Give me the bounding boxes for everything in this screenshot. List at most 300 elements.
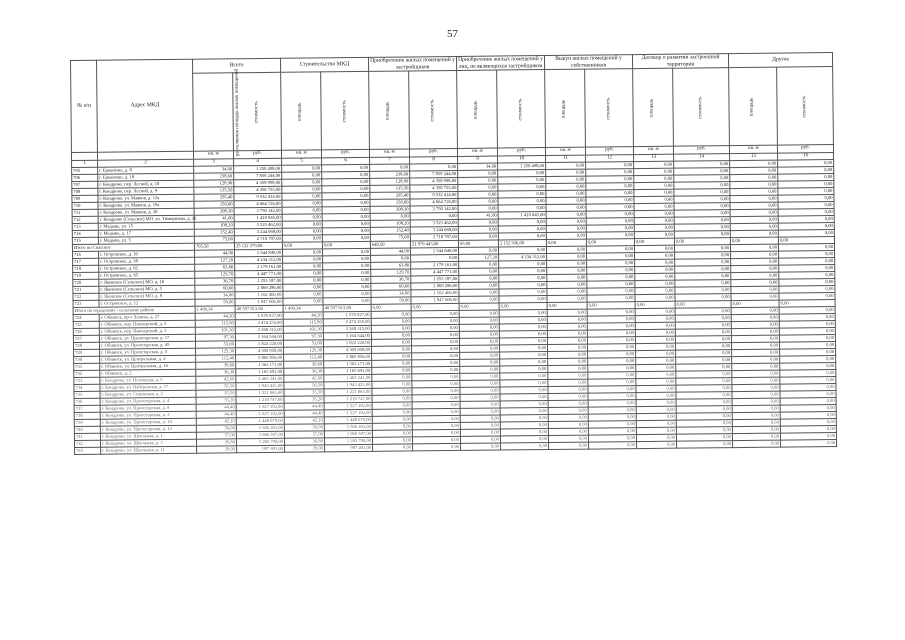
sub-header: стоимость: [497, 70, 546, 148]
address-cell: г. Кондрово, ул. Набережная, д. 17: [100, 383, 196, 391]
table-cell: 65,00: [458, 240, 498, 247]
table-cell: 0,00: [323, 276, 371, 284]
table-cell: 128,90: [194, 180, 234, 187]
table-cell: 1 221 065,00: [236, 389, 284, 397]
table-cell: 0,00: [283, 256, 323, 263]
table-cell: 42,10: [196, 418, 236, 425]
table-cell: 0,00: [322, 234, 370, 242]
table-cell: 0,00: [373, 444, 413, 451]
table-cell: 0,00: [282, 165, 322, 172]
table-cell: 0,00: [778, 195, 834, 203]
row-number-cell: 714: [72, 230, 98, 237]
table-cell: 0,00: [779, 314, 835, 322]
row-number-cell: 727: [73, 335, 99, 342]
table-cell: 0,00: [588, 414, 636, 422]
address-cell: г. Обнинск, ул. Пролетарская, д. 17: [99, 334, 195, 342]
table-cell: 640,50: [370, 241, 410, 248]
table-cell: 0,00: [283, 270, 323, 277]
table-cell: 0,00: [460, 429, 500, 436]
table-cell: 0,00: [322, 171, 370, 179]
table-cell: 97,30: [283, 333, 323, 340]
table-cell: 0,00: [282, 228, 322, 235]
row-number-cell: 709: [72, 195, 98, 202]
table-cell: 0,00: [372, 346, 412, 353]
table-cell: 0,00: [372, 402, 412, 409]
table-cell: 44,40: [196, 404, 236, 411]
table-cell: 57,00: [284, 431, 324, 438]
table-cell: 7 859 244,00: [234, 172, 282, 180]
table-cell: 0,00: [731, 328, 779, 336]
address-cell: г. Кондрово, ул. Сиреневая, д. 2: [100, 390, 196, 398]
table-cell: 0,00: [730, 237, 778, 245]
table-cell: 0,00: [634, 182, 674, 189]
table-cell: 0,00: [779, 300, 835, 308]
table-cell: 0,00: [733, 440, 781, 448]
units-cell: руб.: [321, 149, 369, 158]
table-cell: 0,00: [730, 160, 778, 168]
table-cell: 58,00: [195, 299, 235, 306]
row-number-cell: 721: [73, 286, 99, 293]
table-cell: 0,00: [588, 365, 636, 373]
table-cell: 0,00: [780, 397, 836, 405]
table-cell: 0,00: [634, 217, 674, 224]
table-cell: 0,00: [411, 317, 459, 325]
table-cell: 0,00: [371, 318, 411, 325]
table-cell: 0,00: [587, 267, 635, 275]
column-number-cell: 3: [194, 159, 234, 166]
table-cell: 0,00: [547, 260, 587, 267]
table-cell: 0,00: [732, 412, 780, 420]
table-cell: 0,00: [372, 381, 412, 388]
table-cell: 0,00: [499, 310, 547, 318]
table-cell: 34,00: [371, 290, 411, 297]
table-cell: 0,00: [778, 202, 834, 210]
table-cell: 0,00: [498, 198, 546, 206]
table-cell: 57,00: [196, 432, 236, 439]
units-cell: [71, 152, 97, 160]
table-cell: 0,00: [410, 163, 458, 171]
table-cell: 2 718 787,00: [234, 235, 282, 243]
table-cell: 0,00: [372, 409, 412, 416]
table-cell: 129,70: [195, 271, 235, 278]
table-cell: 0,00: [636, 434, 676, 441]
table-cell: 39,60: [196, 362, 236, 369]
table-cell: 115,90: [283, 319, 323, 326]
table-cell: 0,00: [779, 272, 835, 280]
table-cell: 0,00: [458, 191, 498, 198]
sub-header: стоимость: [673, 68, 730, 147]
table-cell: 0,00: [371, 332, 411, 339]
table-cell: 0,00: [547, 337, 587, 344]
table-cell: 0,00: [778, 209, 834, 217]
table-cell: 0,00: [548, 393, 588, 400]
table-cell: 0,00: [500, 345, 548, 353]
table-cell: 0,00: [547, 281, 587, 288]
row-number-cell: 710: [72, 202, 98, 209]
table-cell: 0,00: [500, 408, 548, 416]
address-cell: г. Кондрово, ул. Школьная, д. 11: [101, 446, 197, 454]
table-cell: 127,20: [195, 257, 235, 264]
table-cell: 0,00: [548, 435, 588, 442]
table-cell: 0,00: [674, 175, 730, 183]
units-cell: кв. м: [457, 148, 497, 156]
row-number-cell: 731: [74, 363, 100, 370]
table-cell: 0,00: [779, 307, 835, 315]
table-cell: 0,00: [282, 221, 322, 228]
table-cell: 3 750 142,00: [234, 207, 282, 215]
table-cell: 0,00: [412, 352, 460, 360]
table-cell: 0,00: [547, 253, 587, 260]
table-cell: 0,00: [461, 443, 501, 450]
table-cell: 0,00: [779, 279, 835, 287]
table-cell: 0,00: [635, 266, 675, 273]
table-cell: 997 491,00: [237, 445, 285, 453]
table-cell: 34,00: [194, 166, 234, 173]
table-cell: 1 165 691,00: [324, 367, 372, 375]
row-number-cell: 738: [74, 412, 100, 419]
address-cell: г. Ермолино, д. 8: [98, 166, 194, 174]
table-cell: 0,00: [674, 182, 730, 190]
address-cell: г. Ермолино, д. 18: [98, 173, 194, 181]
table-cell: 0,00: [779, 334, 835, 342]
address-cell: г. Кондрово, ул. Пролетарская, д. 12: [100, 425, 196, 433]
table-cell: 3 164 544,00: [323, 332, 371, 340]
table-cell: 0,00: [372, 367, 412, 374]
table-cell: 63,80: [371, 262, 411, 269]
table-cell: 1 926 201,00: [324, 423, 372, 431]
table-cell: 44,20: [195, 313, 235, 320]
table-cell: 36,80: [196, 439, 236, 446]
table-cell: 0,00: [676, 427, 732, 435]
table-cell: 1 362 171,00: [236, 361, 284, 369]
table-cell: 0,00: [282, 186, 322, 193]
table-cell: 0,00: [586, 232, 634, 240]
table-cell: 36,30: [284, 368, 324, 375]
table-cell: 0,00: [323, 297, 371, 305]
table-cell: 0,00: [676, 350, 732, 358]
row-number-cell: 720: [73, 279, 99, 286]
units-cell: руб.: [673, 146, 729, 155]
column-number-cell: 8: [410, 156, 458, 164]
table-cell: 0,00: [778, 237, 834, 245]
table-cell: 0,00: [412, 394, 460, 402]
table-cell: 0,00: [323, 269, 371, 277]
table-cell: 0,00: [546, 246, 586, 253]
group-header-total: Всего: [192, 58, 280, 73]
table-cell: 0,00: [458, 205, 498, 212]
address-cell: г. Островское, д. 62: [99, 264, 195, 272]
table-cell: 0,00: [500, 366, 548, 374]
table-cell: 0,00: [676, 434, 732, 442]
table-cell: 125,30: [284, 347, 324, 354]
table-cell: 0,00: [499, 338, 547, 346]
table-cell: 4 350 755,00: [234, 186, 282, 194]
table-cell: 135,50: [370, 185, 410, 192]
table-cell: 0,00: [460, 401, 500, 408]
table-cell: 0,00: [732, 370, 780, 378]
table-cell: 0,00: [588, 407, 636, 415]
table-cell: 0,00: [459, 296, 499, 303]
table-cell: 0,00: [370, 164, 410, 171]
table-cell: 0,00: [635, 315, 675, 322]
table-cell: 0,00: [732, 398, 780, 406]
table-cell: 997 491,00: [325, 444, 373, 452]
table-cell: 0,00: [586, 197, 634, 205]
table-cell: 41,00: [194, 215, 234, 222]
table-cell: 0,00: [372, 374, 412, 381]
column-number-cell: 14: [674, 154, 730, 162]
address-cell: г. Кондрово, пер. Лесной, д. 10: [98, 180, 194, 188]
table-cell: 0,00: [459, 317, 499, 324]
address-cell: г. Кондрово, ул. Маяков, д. 13а: [98, 194, 194, 202]
table-cell: 0,00: [674, 189, 730, 197]
table-cell: 0,00: [586, 190, 634, 198]
table-cell: 0,00: [675, 280, 731, 288]
group-header-other-purchase: Приобретение жилых помещений у лиц, не являющихся застройщиком: [458, 56, 543, 70]
row-number-cell: 732: [74, 370, 100, 377]
table-cell: 0,00: [634, 231, 674, 238]
table-cell: 75,00: [370, 234, 410, 241]
table-cell: 0,00: [548, 358, 588, 365]
column-number-cell: 9: [458, 156, 498, 163]
table-cell: 0,00: [586, 162, 634, 170]
table-cell: 97,30: [195, 334, 235, 341]
table-cell: 0,00: [412, 359, 460, 367]
table-cell: 60,60: [195, 285, 235, 292]
table-cell: 35,50: [284, 389, 324, 396]
table-cell: 2 179 161,00: [411, 261, 459, 269]
table-cell: 0,00: [460, 352, 500, 359]
table-cell: 0,00: [636, 392, 676, 399]
table-cell: 0,00: [675, 315, 731, 323]
table-cell: 0,00: [588, 379, 636, 387]
table-cell: 0,00: [412, 408, 460, 416]
table-cell: 0,00: [371, 339, 411, 346]
table-cell: 0,00: [778, 244, 834, 252]
table-cell: 0,00: [732, 384, 780, 392]
sub-header: площадь: [729, 67, 778, 145]
table-cell: 0,00: [412, 380, 460, 388]
row-number-cell: 733: [74, 377, 100, 384]
row-number-cell: 713: [72, 223, 98, 230]
table-cell: 0,00: [283, 284, 323, 291]
table-cell: 63,80: [195, 264, 235, 271]
table-cell: 4 309 858,00: [236, 347, 284, 355]
table-cell: 0,00: [636, 350, 676, 357]
address-cell: г. Островское, д. 38: [99, 257, 195, 265]
row-number-cell: 722: [73, 293, 99, 300]
table-cell: 0,00: [677, 441, 733, 449]
table-cell: 0,00: [778, 174, 834, 182]
table-cell: 1 926 201,00: [236, 424, 284, 432]
table-cell: 58,00: [371, 297, 411, 304]
table-cell: 0,00: [322, 241, 370, 249]
table-cell: 0,00: [586, 239, 634, 247]
table-cell: 0,00: [372, 360, 412, 367]
column-number-cell: 6: [322, 157, 370, 165]
table-cell: 1 250 498,00: [498, 163, 546, 171]
table-cell: 0,00: [283, 277, 323, 284]
table-cell: 0,00: [780, 390, 836, 398]
table-cell: 0,00: [779, 321, 835, 329]
table-cell: 0,00: [499, 317, 547, 325]
table-cell: 0,00: [636, 413, 676, 420]
column-number-cell: 13: [634, 154, 674, 161]
row-number-cell: 725: [73, 321, 99, 328]
row-number-cell: 705: [72, 167, 98, 174]
table-cell: 238,60: [370, 171, 410, 178]
table-cell: 0,00: [282, 242, 322, 249]
sub-header: стоимость: [585, 69, 634, 147]
table-cell: 0,00: [459, 303, 499, 310]
table-cell: 0,00: [634, 175, 674, 182]
table-cell: 0,00: [413, 443, 461, 451]
address-cell: г. Медынь, ул. 15: [98, 222, 194, 230]
table-cell: 1 210 747,00: [324, 395, 372, 403]
table-cell: 0,00: [283, 298, 323, 305]
row-number-cell: 706: [72, 174, 98, 181]
table-cell: 4 234 312,00: [499, 254, 547, 262]
table-cell: 0,00: [674, 196, 730, 204]
table-cell: 1 943 425,00: [324, 381, 372, 389]
table-cell: 0,00: [587, 288, 635, 296]
table-cell: 0,00: [322, 227, 370, 235]
table-cell: 0,00: [732, 433, 780, 441]
table-cell: 0,00: [780, 418, 836, 426]
table-cell: 34,00: [195, 292, 235, 299]
row-number-cell: 724: [73, 314, 99, 321]
table-cell: 0,00: [676, 420, 732, 428]
table-cell: 56,50: [196, 383, 236, 390]
table-cell: 1 570 927,00: [235, 312, 283, 320]
table-cell: 0,00: [635, 252, 675, 259]
table-cell: 0,00: [634, 224, 674, 231]
table-cell: 0,00: [500, 415, 548, 423]
table-cell: 0,00: [458, 226, 498, 233]
table-cell: 44,90: [370, 248, 410, 255]
table-cell: 0,00: [732, 363, 780, 371]
table-cell: 0,00: [634, 203, 674, 210]
table-cell: 0,00: [458, 247, 498, 254]
table-cell: 0,00: [779, 286, 835, 294]
table-cell: 0,00: [675, 329, 731, 337]
table-cell: 0,00: [588, 428, 636, 436]
table-cell: 0,00: [547, 330, 587, 337]
table-cell: 0,00: [282, 207, 322, 214]
table-cell: 1 162 460,00: [235, 291, 283, 299]
table-cell: 0,00: [780, 348, 836, 356]
table-cell: 0,00: [458, 219, 498, 226]
table-cell: 0,00: [634, 189, 674, 196]
table-cell: 1 499,34: [283, 305, 323, 312]
address-cell: г. Кондрово (Сельское) МО, ул. Тимирязева, д. 15: [99, 215, 197, 222]
table-cell: 0,00: [371, 325, 411, 332]
table-cell: 0,00: [499, 331, 547, 339]
table-cell: 0,00: [546, 211, 586, 218]
row-number-cell: 734: [74, 384, 100, 391]
table-cell: 0,00: [676, 371, 732, 379]
table-cell: 0,00: [371, 311, 411, 318]
table-cell: 0,00: [636, 399, 676, 406]
table-cell: 0,00: [546, 239, 586, 246]
table-cell: 0,00: [587, 274, 635, 282]
address-cell: г. Кондрово, пер. Лесной, д. 9: [98, 187, 194, 195]
table-cell: 44,90: [194, 250, 234, 257]
sub-header: стоимость: [409, 70, 458, 148]
row-number-cell: 742: [74, 440, 100, 447]
units-cell: руб.: [409, 148, 457, 157]
table-cell: 42,60: [196, 376, 236, 383]
row-number-cell: 735: [74, 391, 100, 398]
table-cell: 0,00: [779, 327, 835, 335]
table-cell: 150,00: [370, 199, 410, 206]
table-cell: 0,00: [411, 324, 459, 332]
table-cell: 56,00: [284, 424, 324, 431]
table-cell: 0,00: [500, 373, 548, 381]
table-cell: 0,00: [411, 254, 459, 262]
table-cell: 0,00: [498, 170, 546, 178]
table-cell: 0,00: [730, 174, 778, 182]
table-cell: 0,00: [635, 322, 675, 329]
table-cell: 0,00: [412, 401, 460, 409]
table-cell: 1 265 790,00: [324, 437, 372, 445]
table-cell: 4 234 312,00: [235, 256, 283, 264]
table-cell: 0,00: [282, 214, 322, 221]
table-body: [72, 153, 837, 455]
table-cell: 1 165 691,00: [236, 368, 284, 376]
table-cell: 3 523 462,00: [410, 219, 458, 227]
table-cell: 0,00: [500, 436, 548, 444]
table-cell: 0,00: [323, 262, 371, 270]
table-cell: 0,00: [675, 336, 731, 344]
table-cell: 0,00: [323, 283, 371, 291]
table-cell: 238,60: [194, 173, 234, 180]
table-cell: 0,00: [548, 344, 588, 351]
table-cell: 0,00: [323, 255, 371, 263]
resettlement-table: [70, 52, 837, 455]
units-cell: руб.: [497, 148, 545, 157]
table-cell: 36,30: [196, 369, 236, 376]
table-cell: 4 447 771,00: [235, 270, 283, 278]
sub-header: стоимость: [777, 67, 834, 146]
table-cell: 1 527 192,00: [236, 410, 284, 418]
table-cell: 3 244 068,00: [234, 228, 282, 236]
table-cell: 0,00: [586, 246, 634, 254]
table-cell: 0,00: [636, 364, 676, 371]
table-cell: 0,00: [675, 259, 731, 267]
table-cell: 0,00: [587, 316, 635, 324]
table-cell: 1 362 171,00: [324, 360, 372, 368]
table-cell: 29,00: [285, 445, 325, 452]
table-cell: 35,20: [284, 396, 324, 403]
table-cell: 0,00: [547, 316, 587, 323]
table-cell: 0,00: [412, 429, 460, 437]
table-cell: 0,00: [731, 314, 779, 322]
table-cell: 0,00: [500, 380, 548, 388]
table-cell: 48 597 813,00: [323, 304, 371, 312]
table-cell: 35,50: [196, 390, 236, 397]
table-cell: 0,00: [778, 160, 834, 168]
table-cell: 1 544 849,00: [410, 247, 458, 255]
table-cell: 0,00: [586, 169, 634, 177]
table-cell: 0,00: [732, 349, 780, 357]
table-cell: 705,50: [194, 243, 234, 250]
table-cell: 0,00: [731, 335, 779, 343]
address-cell: г. Кондрово, ул. Маяков, д. 19а: [98, 201, 194, 209]
table-cell: 1 527 192,00: [324, 402, 372, 410]
table-cell: 0,00: [731, 258, 779, 266]
address-cell: г. Обнинск, пер. Пионерский, д. 5: [99, 320, 195, 328]
